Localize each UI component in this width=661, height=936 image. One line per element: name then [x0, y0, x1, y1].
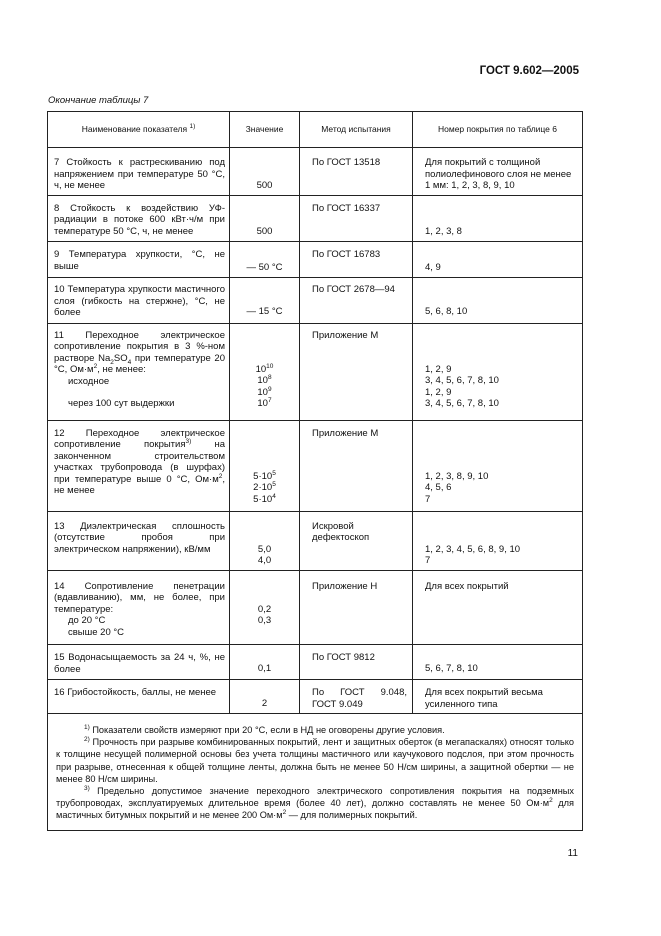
property-value: 2 [230, 680, 300, 714]
property-name: 16 Грибостойкость, баллы, не менее [48, 680, 230, 714]
table-row [48, 323, 583, 420]
table-row [48, 242, 583, 278]
properties-table [47, 111, 583, 831]
table-row [48, 420, 583, 511]
footnote-3: $^{3)}$ Предельно допустимое значение переходного электрического сопротивления покрытия на подземных трубопроводах, эксплуатируемых длительное время (более 40 лет), должно составлять не менее 50 $Ом\cdot м^2$ для мастичных битумных покрытий и не менее 200 $Ом\cdot м^2$ — для полимерных покрытий. [56, 784, 574, 821]
property-value: $10^{10}$ $10^8$ $10^9$ $10^7$ [230, 323, 300, 420]
coverage-numbers: Для покрытий с толщиной полиолефинового слоя не менее 1 мм: 1, 2, 3, 8, 9, 10 [413, 148, 583, 196]
test-method: Приложение М [300, 323, 413, 420]
header-name: Наименование показателя $^{1)}$ [48, 112, 230, 148]
table-notes-row [48, 714, 583, 831]
property-name: 8 Стойкость к воздействию УФ-радиации в потоке 600 кВт·ч/м при температуре 50 °С, ч, не менее [48, 195, 230, 242]
table-notes [48, 714, 583, 831]
test-method: По ГОСТ 16783 [300, 242, 413, 278]
footnote-1: $^{1)}$ Показатели свойств измеряют при 20 °С, если в НД не оговорены другие условия. [84, 723, 445, 735]
table-row [48, 195, 583, 242]
coverage-numbers: Для всех покрытий весьма усиленного типа [413, 680, 583, 714]
table-row [48, 148, 583, 196]
test-method: По ГОСТ 2678—94 [300, 278, 413, 324]
test-method: По ГОСТ 13518 [300, 148, 413, 196]
test-method: Искровой дефектоскоп [300, 511, 413, 570]
coverage-numbers: 4, 9 [413, 242, 583, 278]
page-number: 11 [567, 848, 578, 859]
table-row [48, 511, 583, 570]
property-value: 0,2 0,3 [230, 570, 300, 645]
coverage-numbers: 5, 6, 7, 8, 10 [413, 645, 583, 680]
table-row [48, 645, 583, 680]
test-method: По ГОСТ 9.048, ГОСТ 9.049 [300, 680, 413, 714]
footnote-2: $^{2)}$ Прочность при разрыве комбинированных покрытий, лент и защитных оберток (в мегапаскалях) относят только к толщине несущей полимерной основы без учета толщины мастичного или каучукового подслоя, при этом прочность при разрыве, отнесенная к общей толщине ленты, должна быть не менее 50 Н/см ширины, а защитной обертки — не менее 80 Н/см ширины. [56, 736, 574, 784]
coverage-numbers: 1, 2, 3, 8 [413, 195, 583, 242]
test-method: По ГОСТ 9812 [300, 645, 413, 680]
table-row [48, 570, 583, 645]
coverage-numbers: 1, 2, 9 3, 4, 5, 6, 7, 8, 10 1, 2, 9 3, 4, 5, 6, 7, 8, 10 [413, 323, 583, 420]
property-value: 500 [230, 195, 300, 242]
coverage-numbers: 1, 2, 3, 4, 5, 6, 8, 9, 10 7 [413, 511, 583, 570]
test-method: Приложение Н [300, 570, 413, 645]
property-name: 13 Диэлектрическая сплошность (отсутствие пробоя при электрическом напряжении), кВ/мм [48, 511, 230, 570]
property-value: — 15 °С [230, 278, 300, 324]
property-name: 7 Стойкость к растрескиванию под напряжением при температуре 50 °С, ч, не менее [48, 148, 230, 196]
test-method: Приложение М [300, 420, 413, 511]
property-name: 9 Температура хрупкости, °С, не выше [48, 242, 230, 278]
property-name: 15 Водонасыщаемость за 24 ч, %, не более [48, 645, 230, 680]
property-name: 11 Переходное электрическое сопротивление покрытия в 3 %-ном растворе $Na_2SO_4$ при температуре 20 °С, $Ом\cdot м^2$, не менее: исходное через 100 сут выдержки [48, 323, 230, 420]
property-name: 12 Переходное электрическое сопротивление покрытия$^{3)}$ на законченном строительством участках трубопровода (в шурфах) при температуре выше 0 °С, $Ом\cdot м^2$, не менее [48, 420, 230, 511]
property-value: 500 [230, 148, 300, 196]
table-caption: Окончание таблицы 7 [48, 95, 149, 106]
property-value: — 50 °С [230, 242, 300, 278]
property-value: 5,0 4,0 [230, 511, 300, 570]
document-id: ГОСТ 9.602—2005 [479, 65, 579, 77]
property-value: 0,1 [230, 645, 300, 680]
table-row [48, 680, 583, 714]
coverage-numbers: Для всех покрытий [413, 570, 583, 645]
header-value: Значение [230, 112, 300, 148]
property-name: 10 Температура хрупкости мастичного слоя (гибкость на стержне), °С, не более [48, 278, 230, 324]
coverage-numbers: 5, 6, 8, 10 [413, 278, 583, 324]
property-value: $5\cdot 10^5$ $2\cdot 10^5$ $5\cdot 10^4$ [230, 420, 300, 511]
coverage-numbers: 1, 2, 3, 8, 9, 10 4, 5, 6 7 [413, 420, 583, 511]
header-coverage: Номер покрытия по таблице 6 [413, 112, 583, 148]
property-name: 14 Сопротивление пенетрации (вдавливанию), мм, не более, при температуре: до 20 °С свыше 20 °С [48, 570, 230, 645]
test-method: По ГОСТ 16337 [300, 195, 413, 242]
table-row [48, 278, 583, 324]
table-header-row [48, 112, 583, 148]
header-method: Метод испытания [300, 112, 413, 148]
